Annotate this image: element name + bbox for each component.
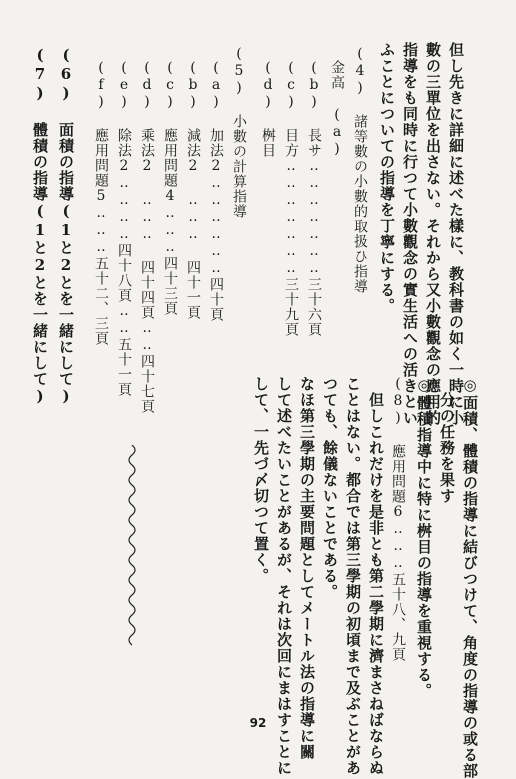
section4-item-d: (d) 桝目 [260, 60, 276, 158]
wavy-divider [125, 445, 139, 650]
section4-item-a: 金高 (a) [329, 60, 345, 158]
lower-note-2: ◎體積指導中に特に桝目の指導を重視する。 [415, 376, 433, 699]
section4-item-b: (b) 長サ‥‥‥‥‥‥‥三十六頁 [306, 60, 322, 337]
upper-paragraph-line-1: 但し先きに詳細に述べた樣に、教科書の如く一時に小 [447, 42, 465, 426]
section6-line: (6) 面積の指導(1と2とを一緒にして) [57, 46, 75, 406]
section4-heading: (4) 諸等數の小數的取扱ひ指導 [352, 46, 368, 294]
section4-item-c: (c) 目方‥‥‥‥‥‥‥三十九頁 [283, 60, 299, 337]
section5-item-f: (f) 應用問題5‥‥‥五十二、三頁 [93, 60, 109, 346]
section5-item-c: (c) 應用問題4‥‥‥四十三頁 [162, 60, 178, 316]
section5-item-a: (a) 加法2‥‥‥‥‥‥四十頁 [208, 60, 224, 322]
page-number: 92 [249, 716, 267, 730]
lower-paragraph-line-6: して、一先づ〆切つて置く。 [252, 376, 270, 584]
section8-item: (8) 應用問題6‥‥‥五十八、九頁 [390, 376, 406, 662]
lower-paragraph-line-3: つても、餘儀ないことである。 [321, 376, 339, 600]
lower-paragraph-line-5: して述べたいことがあるが、それは次回にまはすことに [275, 376, 293, 776]
section7-line: (7) 體積の指導(1と2とを一緒にして) [31, 46, 49, 406]
lower-paragraph-line-4: なほ第三學期の主要問題としてメートル法の指導に關 [298, 376, 316, 760]
section5-item-e: (e) 除法2‥‥‥‥四十八頁‥‥五十一頁 [116, 60, 132, 397]
section5-item-d: (d) 乘法2 ‥‥‥ 四十四頁‥‥四十七頁 [139, 60, 155, 414]
upper-paragraph-line-4: ふことについての指導を丁寧にする。 [378, 42, 396, 314]
upper-paragraph-line-3: 指導をも同時に行つて小數觀念の實生活への活きとい [401, 42, 419, 426]
section5-heading: (5) 小數の計算指導 [231, 46, 247, 219]
upper-paragraph-line-2: 數の三單位を出さない。それから又小數觀念の應用的 [424, 42, 442, 426]
section5-item-b: (b) 減法2 ‥‥‥ 四十一頁 [185, 60, 201, 320]
lower-paragraph-line-2: ことはない。都合では第三學期の初頃まで及ぶことがあ [344, 376, 362, 776]
lower-paragraph-line-1: 但しこれだけを是非とも第二學期に濟まさねばならぬ [367, 376, 385, 776]
lower-note-1: ◎面積、體積の指導に結びつけて、角度の指導の或る部 [461, 376, 479, 779]
lower-note-1-continued: 分の任務を果す [438, 376, 456, 504]
